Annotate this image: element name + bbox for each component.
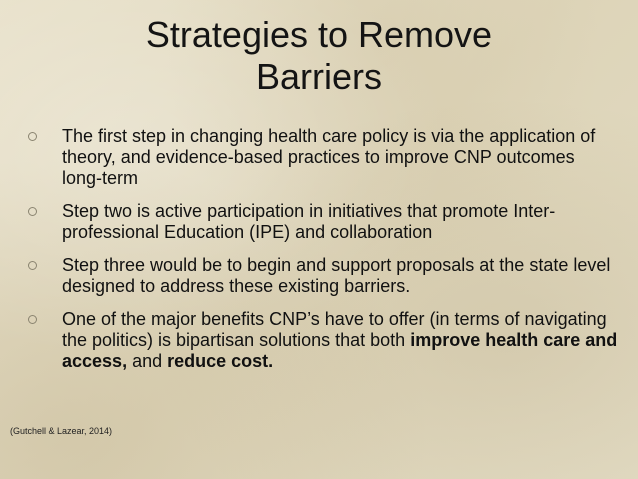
bullet-text-3: Step three would be to begin and support proposals at the state level designed to address these existing barriers.	[62, 255, 611, 296]
slide-title-line-2: Barriers	[255, 56, 383, 97]
bullet-item-2	[28, 201, 618, 243]
bullet-text-4-bold-cost: reduce cost.	[167, 351, 274, 371]
slide-title	[60, 14, 578, 98]
bullet-text-1: The first step in changing health care policy is via the application of theory, and evidence-based practices to improve CNP outcomes long-term	[62, 126, 596, 188]
bullet-list	[28, 126, 618, 384]
bullet-text-4-bold-access: improve health care and access,	[62, 330, 618, 371]
hollow-circle-bullet-icon	[28, 315, 37, 324]
bullet-item-4	[28, 309, 618, 372]
bullet-item-3	[28, 255, 618, 297]
citation: (Gutchell & Lazear, 2014)	[10, 426, 113, 436]
bullet-text-4-middle: and	[127, 351, 168, 371]
slide-title-line-1: Strategies to Remove	[145, 14, 493, 55]
bullet-text-4-lead: One of the major benefits CNP’s have to offer (in terms of navigating the politics) is bipartisan solutions that both	[62, 309, 607, 350]
hollow-circle-bullet-icon	[28, 261, 37, 270]
bullet-text-2: Step two is active participation in initiatives that promote Inter-professional Education (IPE) and collaboration	[62, 201, 556, 242]
bullet-item-1	[28, 126, 618, 189]
hollow-circle-bullet-icon	[28, 132, 37, 141]
hollow-circle-bullet-icon	[28, 207, 37, 216]
